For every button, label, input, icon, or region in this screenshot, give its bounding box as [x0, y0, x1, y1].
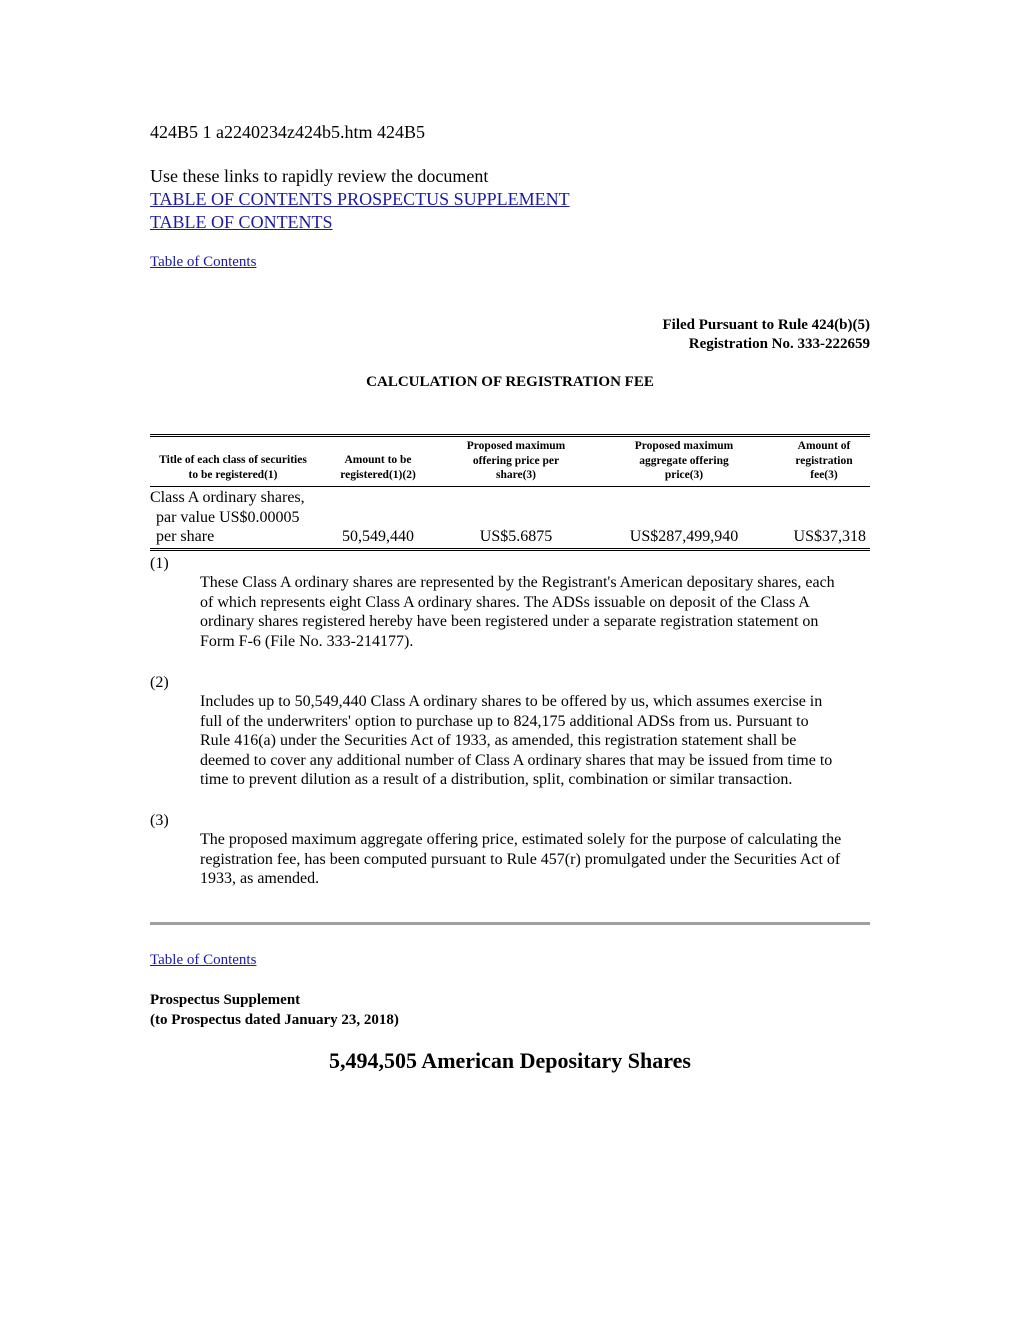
section-divider [150, 922, 870, 925]
footnote-2-number: (2) [150, 674, 169, 691]
toc-prospectus-supplement-link[interactable]: TABLE OF CONTENTS PROSPECTUS SUPPLEMENT [150, 189, 570, 209]
row-amount-registered: 50,549,440 [342, 528, 414, 545]
table-of-contents-link-top[interactable]: Table of Contents [150, 254, 257, 270]
footnote-2-text: Includes up to 50,549,440 Class A ordinary shares to be offered by us, which assumes exercise in full of the underwriters' option to purchase up to 824,175 additional ADSs from us. Pursuant to Rule 416(a) under the Securities Act of 1933, as amended, this registration statement shall be deemed to cover any additional number of Class A ordinary shares that may be issued from time to time to prevent dilution as a result of a distribution, split, combination or similar transaction. [200, 693, 833, 788]
fee-table-title: CALCULATION OF REGISTRATION FEE [366, 374, 654, 390]
filing-rule: Filed Pursuant to Rule 424(b)(5) [662, 317, 870, 333]
prospectus-supplement-heading [150, 991, 399, 1030]
header-title-of-class: Title of each class of securities to be registered(1) [159, 454, 307, 481]
row-registration-fee: US$37,318 [793, 528, 866, 545]
offering-title: 5,494,505 American Depositary Shares [329, 1048, 691, 1073]
table-bottom-rule [150, 548, 870, 551]
table-header-rule [150, 486, 870, 487]
header-aggregate-price: Proposed maximum aggregate offering price(3) [634, 440, 734, 481]
footnote-3-number: (3) [150, 812, 169, 829]
header-registration-fee: Amount of registration fee(3) [795, 440, 853, 481]
footnote-3-text: The proposed maximum aggregate offering price, estimated solely for the purpose of calculating the registration fee, has been computed pursuant to Rule 457(r) promulgated under the Securities Act of 1933, as amended. [200, 831, 842, 887]
footnote-1-number: (1) [150, 555, 169, 572]
quick-links [150, 165, 570, 234]
filing-header: 424B5 1 a2240234z424b5.htm 424B5 [150, 122, 425, 142]
header-amount-registered: Amount to be registered(1)(2) [340, 454, 416, 481]
row-aggregate-price: US$287,499,940 [629, 528, 739, 545]
row-title-of-class: Class A ordinary shares, par value US$0.00005 per share [150, 489, 305, 545]
footnote-1-text: These Class A ordinary shares are represented by the Registrant's American depositary shares, each of which represents eight Class A ordinary shares. The ADSs issuable on deposit of the Class A ordinary shares registered hereby have been registered under a separate registration statement on Form F-6 (File No. 333-214177). [200, 574, 835, 650]
header-offering-price: Proposed maximum offering price per share(3) [466, 440, 566, 481]
filing-info [663, 316, 871, 354]
registration-number: Registration No. 333-222659 [688, 336, 870, 352]
row-offering-price: US$5.6875 [479, 528, 553, 545]
table-top-rule [150, 434, 870, 437]
prospectus-date-label: (to Prospectus dated January 23, 2018) [150, 1011, 399, 1028]
links-intro-text: Use these links to rapidly review the document [150, 166, 489, 186]
table-of-contents-link-bottom[interactable]: Table of Contents [150, 952, 257, 968]
prospectus-supplement-label: Prospectus Supplement [150, 992, 301, 1008]
toc-link[interactable]: TABLE OF CONTENTS [150, 212, 333, 232]
